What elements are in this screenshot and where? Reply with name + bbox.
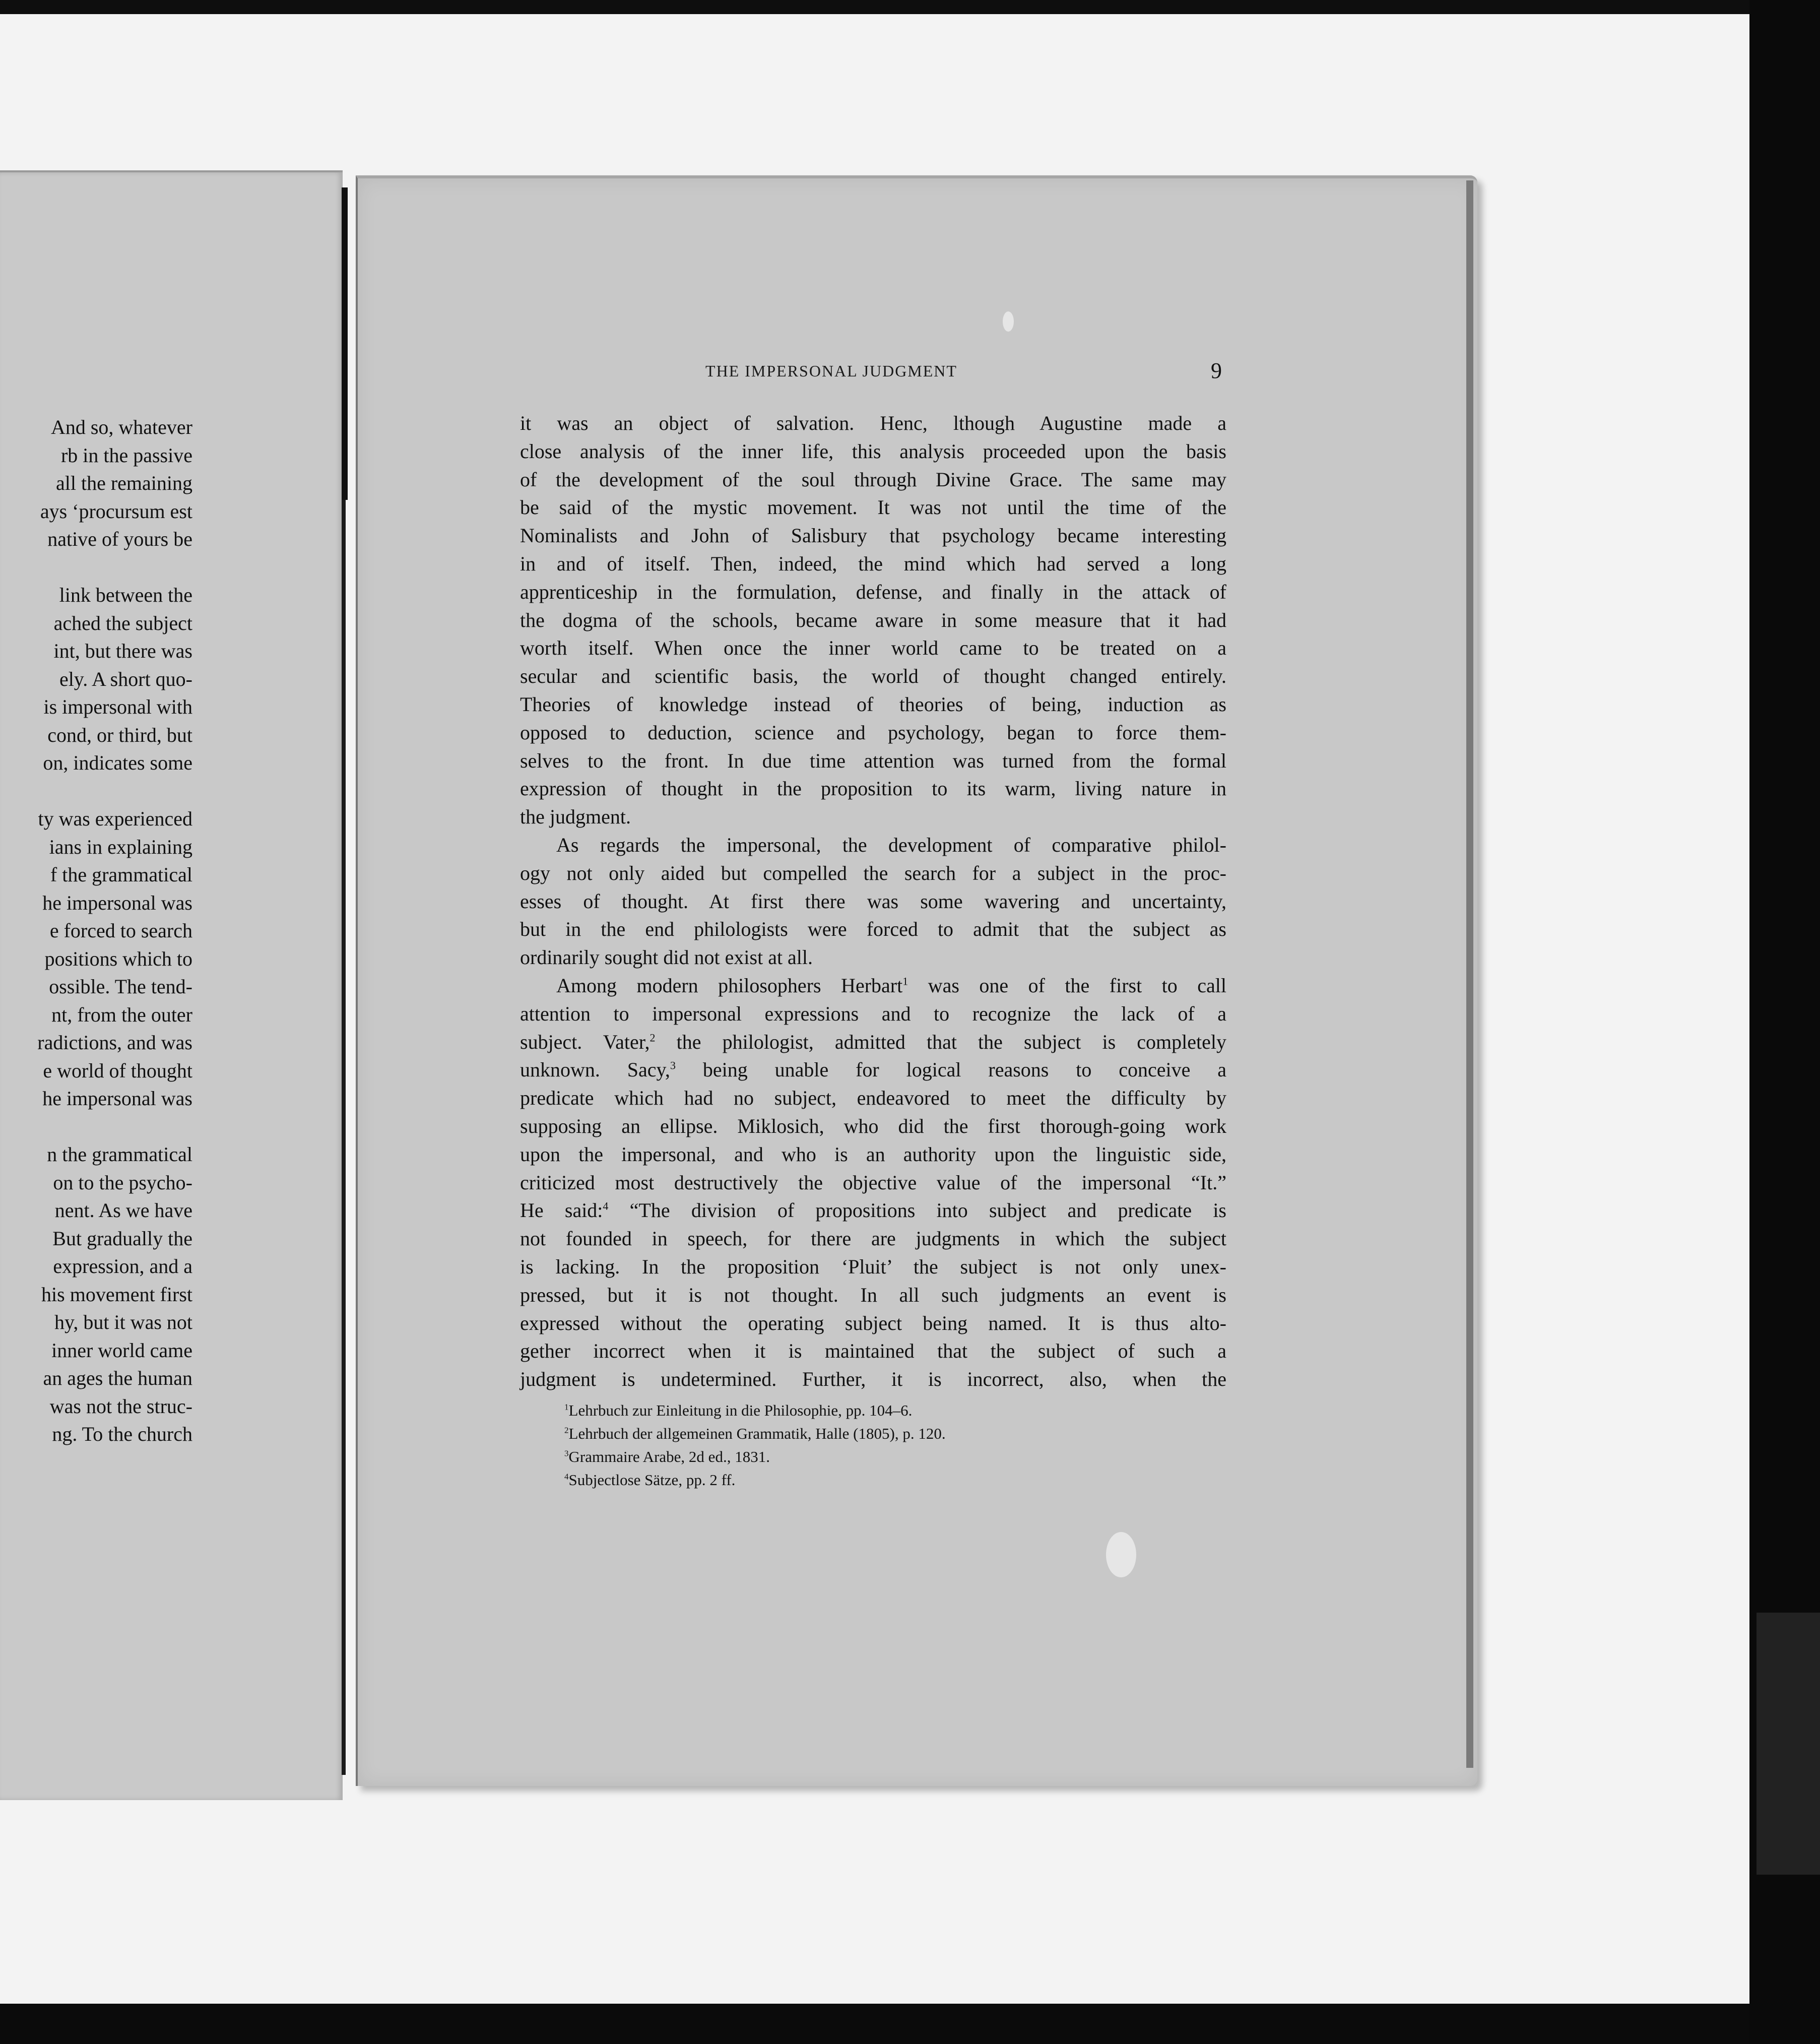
left-page-line: his movement first	[41, 1283, 192, 1306]
left-page-line: nent. As we have	[54, 1199, 192, 1222]
body-line-text: unknown. Sacy,	[520, 1058, 670, 1081]
footnote-text: Lehrbuch der allgemeinen Grammatik, Halle (1805), p. 120.	[568, 1425, 946, 1442]
footnote	[564, 1468, 1169, 1492]
left-page-line: hy, but it was not	[54, 1311, 192, 1333]
footnote-text: Subjectlose Sätze, pp. 2 ff.	[568, 1471, 736, 1489]
body-line-text: pressed, but it is not thought. In all such judgments an event is	[520, 1283, 1226, 1306]
body-line-text: judgment is undetermined. Further, it is incorrect, also, when the	[520, 1368, 1226, 1391]
body-line-text: close analysis of the inner life, this analysis proceeded upon the basis	[520, 439, 1226, 463]
body-line	[520, 1084, 1226, 1112]
body-line	[520, 522, 1226, 550]
body-line	[520, 1365, 1226, 1393]
page-number: 9	[1211, 358, 1222, 383]
body-line	[520, 943, 1226, 972]
body-line-text: criticized most destructively the objective value of the impersonal “It.”	[520, 1171, 1226, 1194]
left-page-line: nt, from the outer	[51, 1003, 192, 1026]
footnote	[564, 1445, 1169, 1468]
body-line	[520, 1225, 1226, 1253]
body-line	[520, 690, 1226, 719]
running-head: THE IMPERSONAL JUDGMENT	[705, 362, 957, 380]
body-line-text: be said of the mystic movement. It was not until the time of the	[520, 496, 1226, 519]
body-line-text: secular and scientific basis, the world of thought changed entirely.	[520, 665, 1226, 688]
left-page	[0, 170, 343, 1800]
left-page-line: But gradually the	[52, 1227, 192, 1250]
left-page-line: link between the	[59, 584, 192, 606]
left-page-line: n the grammatical	[47, 1143, 192, 1166]
left-page-line: native of yours be	[47, 528, 192, 550]
body-line-text: subject. Vater,	[520, 1030, 650, 1053]
body-line	[520, 550, 1226, 578]
left-page-line: ays ‘procursum est	[40, 499, 192, 523]
body-line	[520, 1140, 1226, 1169]
body-line-text: esses of thought. At first there was some wavering and uncertainty,	[520, 889, 1226, 913]
left-page-line: is impersonal with	[43, 695, 192, 718]
left-page-line: e forced to search	[49, 919, 192, 942]
body-line	[520, 719, 1226, 747]
left-page-line: int, but there was	[53, 640, 192, 662]
body-line-text: selves to the front. In due time attention was turned from the formal	[520, 749, 1226, 772]
body-line	[520, 803, 1226, 831]
body-line	[520, 915, 1226, 943]
body-line-text: ogy not only aided but compelled the search for a subject in the proc-	[520, 861, 1226, 884]
body-line-text: supposing an ellipse. Miklosich, who did the first thorough-going work	[520, 1114, 1226, 1137]
left-page-line: e world of thought	[43, 1059, 192, 1082]
left-page-line: ng. To the church	[52, 1423, 192, 1445]
left-page-line: rb in the passive	[60, 443, 192, 467]
body-line-text: apprenticeship in the formulation, defense, and finally in the attack of	[520, 580, 1226, 603]
left-page-line: an ages the human	[43, 1367, 192, 1389]
body-line	[520, 1028, 1226, 1056]
body-line	[520, 634, 1226, 662]
body-line	[520, 1196, 1226, 1225]
left-page-line: expression, and a	[53, 1255, 192, 1278]
body-line	[520, 831, 1226, 859]
footnote-text: Grammaire Arabe, 2d ed., 1831.	[568, 1448, 770, 1465]
film-border-bottom	[0, 2004, 1820, 2044]
body-line-text: worth itself. When once the inner world came to be treated on a	[520, 636, 1226, 660]
body-line-text: Nominalists and John of Salisbury that psychology became interesting	[520, 524, 1226, 547]
left-page-text	[0, 413, 192, 1448]
body-line-text: predicate which had no subject, endeavored to meet the difficulty by	[520, 1087, 1226, 1110]
left-page-line: ians in explaining	[49, 835, 192, 858]
film-border-notch	[1757, 1613, 1820, 1875]
right-page-edge	[1466, 180, 1473, 1768]
body-line-text: is lacking. In the proposition ‘Pluit’ the subject is not only unex-	[520, 1255, 1226, 1278]
body-line-text: Theories of knowledge instead of theories of being, induction as	[520, 692, 1226, 716]
left-page-line: all the remaining	[55, 472, 192, 494]
left-page-line: positions which to	[44, 947, 192, 970]
body-line-text: expression of thought in the proposition to its warm, living nature in	[520, 777, 1226, 800]
body-line	[520, 1337, 1226, 1365]
left-page-line: ached the subject	[53, 611, 192, 634]
body-line-text: “The division of propositions into subject and predicate is	[608, 1199, 1227, 1222]
left-page-line: radictions, and was	[37, 1031, 192, 1054]
body-line	[520, 775, 1226, 803]
body-line	[520, 466, 1226, 494]
body-line-text: it was an object of salvation. Henc, lthough Augustine made a	[520, 412, 1226, 434]
footnote-number: 1	[564, 1402, 569, 1412]
body-line-text: He said:	[520, 1199, 603, 1222]
left-page-line: he impersonal was	[42, 891, 192, 914]
body-line-text: the judgment.	[520, 805, 631, 828]
body-text	[520, 409, 1226, 1393]
body-line	[520, 1281, 1226, 1309]
left-page-line: ty was experienced	[38, 807, 192, 830]
footnote-text: Lehrbuch zur Einleitung in die Philosophie, pp. 104–6.	[568, 1401, 913, 1419]
body-line-text: was one of the first to call	[908, 974, 1226, 997]
left-page-line: was not the struc-	[49, 1394, 192, 1418]
left-page-line: And so, whatever	[50, 416, 192, 438]
footnote-number: 2	[564, 1425, 569, 1435]
body-line	[520, 437, 1226, 466]
left-page-line	[0, 777, 192, 805]
body-line-text: not founded in speech, for there are judgments in which the subject	[520, 1227, 1226, 1250]
left-page-line: he impersonal was	[42, 1087, 192, 1110]
body-line	[520, 1112, 1226, 1140]
footnote	[564, 1399, 1169, 1422]
left-page-line: f the grammatical	[50, 863, 192, 886]
paper-speck	[1106, 1532, 1136, 1577]
body-line-text: As regards the impersonal, the development of comparative philol-	[556, 833, 1226, 856]
paper-speck	[1003, 311, 1014, 332]
body-line-text: being unable for logical reasons to conceive a	[675, 1058, 1226, 1081]
left-page-line: cond, or third, but	[47, 723, 192, 746]
body-line	[520, 606, 1226, 634]
book-gutter-shadow	[342, 187, 348, 500]
left-page-line: on, indicates some	[43, 751, 192, 774]
footnote-number: 4	[564, 1472, 569, 1482]
body-line-text: Among modern philosophers Herbart	[556, 974, 903, 997]
body-line-text: the dogma of the schools, became aware in some measure that it had	[520, 608, 1226, 631]
left-page-line: on to the psycho-	[53, 1171, 192, 1194]
footnote-marker: 4	[603, 1199, 609, 1212]
left-page-line: ossible. The tend-	[49, 975, 192, 998]
footnote-marker: 3	[670, 1059, 676, 1072]
body-line	[520, 1000, 1226, 1028]
body-line	[520, 1253, 1226, 1281]
body-line	[520, 1056, 1226, 1084]
body-line-text: upon the impersonal, and who is an authority upon the linguistic side,	[520, 1142, 1226, 1166]
body-line-text: the philologist, admitted that the subject is completely	[655, 1030, 1226, 1053]
film-border-top	[0, 0, 1820, 14]
body-line-text: opposed to deduction, science and psychology, began to force them-	[520, 721, 1226, 744]
body-line-text: ordinarily sought did not exist at all.	[520, 946, 813, 969]
body-line	[520, 747, 1226, 775]
left-page-line	[0, 1113, 192, 1141]
body-line	[520, 662, 1226, 690]
left-page-line: ely. A short quo-	[59, 667, 192, 690]
body-line-text: in and of itself. Then, indeed, the mind which had served a long	[520, 552, 1226, 575]
body-line-text: expressed without the operating subject being named. It is thus alto-	[520, 1311, 1226, 1334]
body-line-text: of the development of the soul through Divine Grace. The same may	[520, 468, 1226, 491]
left-page-line: inner world came	[51, 1338, 192, 1362]
body-line	[520, 578, 1226, 606]
footnote	[564, 1422, 1169, 1445]
page-header	[524, 357, 1222, 387]
body-line	[520, 493, 1226, 522]
footnote-number: 3	[564, 1448, 569, 1458]
body-line	[520, 1309, 1226, 1337]
body-line	[520, 859, 1226, 887]
footnote-marker: 1	[902, 975, 908, 988]
body-line	[520, 887, 1226, 916]
body-line-text: gether incorrect when it is maintained that the subject of such a	[520, 1339, 1226, 1363]
body-line	[520, 1169, 1226, 1197]
footnotes	[564, 1399, 1169, 1492]
body-line	[520, 409, 1226, 437]
body-line	[520, 972, 1226, 1000]
body-line-text: but in the end philologists were forced to admit that the subject as	[520, 918, 1226, 941]
left-page-line	[0, 553, 192, 582]
body-line-text: attention to impersonal expressions and to recognize the lack of a	[520, 1002, 1226, 1025]
footnote-marker: 2	[649, 1031, 656, 1044]
